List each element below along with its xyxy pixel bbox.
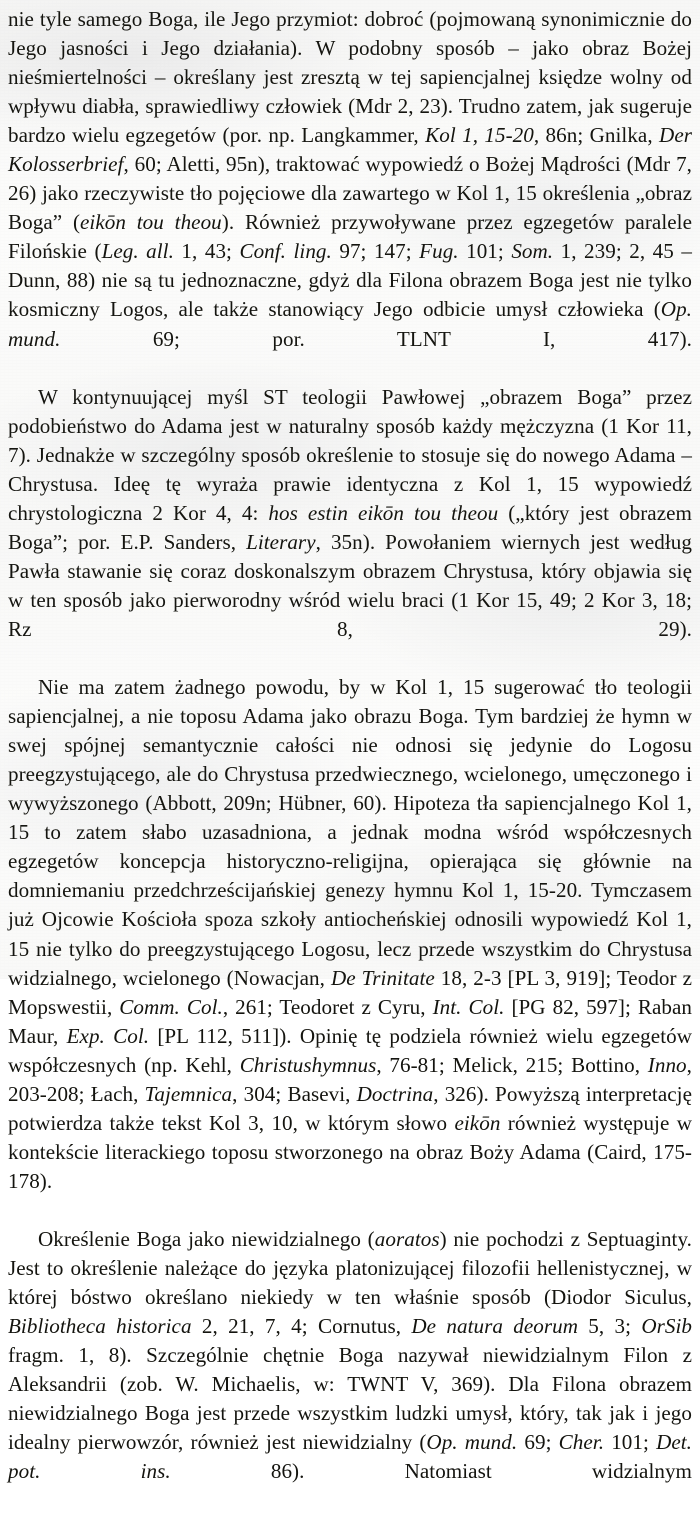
text-run: 69; bbox=[517, 1430, 559, 1455]
text-run: nie tyle samego Boga, ile Jego przymiot: dobroć (pojmowaną synonimicznie do Jego jasności i Jego działania). W podobny sposób – jako obraz Bożej nieśmiertelności – określany jest zresztą w tej sapiencjalnej księdze wolny od wpływu diabła, sprawiedliwy człowiek (Mdr 2, 23). Trudno zatem, jak sugeruje bardzo wielu egzegetów (por. np. Langkammer, bbox=[8, 7, 692, 148]
paragraph bbox=[8, 673, 692, 1225]
text-run: 97; 147; bbox=[331, 239, 420, 264]
text-run: , 76-81; Melick, 215; Bottino, bbox=[376, 1052, 648, 1077]
text-run: 86). Natomiast widzialnym bbox=[170, 1459, 692, 1484]
text-run: , 60; Aletti, 95n), traktować wypowiedź o Bożej Mądrości (Mdr 7, 26) jako rzeczywiste tło pojęciowe dla zawartego w Kol 1, 15 określenia „obraz Boga” ( bbox=[8, 152, 692, 235]
body-text-column bbox=[8, 5, 692, 1515]
text-run: 101; bbox=[604, 1430, 657, 1455]
paragraph bbox=[8, 383, 692, 673]
text-run: 2, 21, 7, 4; Cornutus, bbox=[191, 1314, 412, 1339]
text-run: ) nie pochodzi z Septuaginty. Jest to określenie należące do języka platonizującej filozofii hellenistycznej, w której bóstwo określano niekiedy w ten właśnie sposób (Diodor Siculus, bbox=[8, 1226, 693, 1310]
italic-citation: Doctrina bbox=[356, 1081, 434, 1106]
italic-citation: Leg. all. bbox=[101, 239, 174, 264]
text-run: ). Również przywoływane przez egzegetów paralele Filońskie ( bbox=[8, 210, 692, 264]
italic-citation: De natura deorum bbox=[411, 1314, 578, 1339]
text-run: 1, 239; 2, 45 – Dunn, 88) nie są tu jednoznaczne, gdyż dla Filona obrazem Boga jest nie tylko kosmiczny Logos, ale także stanowiący Jego odbicie umysł człowieka ( bbox=[8, 239, 692, 322]
italic-citation: Cher. bbox=[558, 1430, 605, 1455]
italic-citation: Fug. bbox=[419, 239, 459, 264]
text-run: W kontynuującej myśl ST teologii Pawłowej „obrazem Boga” przez podobieństwo do Adama jest w naturalny sposób każdy mężczyzna (1 Kor 11, 7). Jednakże w szczególny sposób określenie to stosuje się do nowego Adama – Chrystusa. Ideę tę wyraża prawie identyczna z Kol 1, 15 wypowiedź chrystologiczna 2 Kor 4, 4: bbox=[8, 384, 692, 525]
italic-citation: Exp. Col. bbox=[66, 1023, 150, 1048]
paragraph bbox=[8, 5, 692, 383]
italic-citation: Literary bbox=[246, 529, 316, 554]
italic-citation: Kol 1, 15-20 bbox=[425, 123, 534, 148]
text-run: , 326). Powyższą interpretację potwierdza także tekst Kol 3, 10, w którym słowo bbox=[8, 1081, 692, 1135]
italic-citation: OrSib bbox=[641, 1314, 693, 1339]
text-run: Określenie Boga jako niewidzialnego ( bbox=[38, 1226, 375, 1251]
italic-citation: Det. pot. ins. bbox=[8, 1430, 693, 1484]
italic-citation: Int. Col. bbox=[432, 994, 505, 1019]
text-run: 1, 43; bbox=[173, 239, 240, 264]
text-run: 69; por. TLNT I, 417). bbox=[60, 326, 692, 351]
text-run: również występuje w kontekście literackiego toposu stworzonego na obraz Boży Adama (Caird, 175-178). bbox=[8, 1110, 692, 1193]
italic-citation: eikōn tou theou bbox=[80, 210, 222, 235]
text-run: , 86n; Gnilka, bbox=[533, 123, 660, 148]
italic-citation: Christushymnus bbox=[239, 1052, 377, 1077]
italic-citation: Som. bbox=[511, 239, 554, 264]
text-run: , 35n). Powołaniem wiernych jest według Pawła stawanie się coraz doskonalszym obrazem Chrystusa, który objawia się w ten sposób jako pierworodny wśród wielu braci (1 Kor 15, 49; 2 Kor 3, 18; Rz 8, 29). bbox=[8, 529, 692, 641]
text-run: [PG 82, 597]; Raban Maur, bbox=[8, 994, 692, 1048]
text-run: , 304; Basevi, bbox=[232, 1081, 357, 1106]
italic-citation: Bibliotheca historica bbox=[8, 1314, 192, 1339]
text-run: [PL 112, 511]). Opinię tę podziela również wielu egzegetów współczesnych (np. Kehl, bbox=[8, 1023, 692, 1077]
paragraph bbox=[8, 1225, 692, 1515]
text-run: , 203-208; Łach, bbox=[8, 1052, 692, 1106]
text-run: 101; bbox=[458, 239, 512, 264]
text-run: fragm. 1, 8). Szczególnie chętnie Boga nazywał niewidzialnym Filon z Aleksandrii (zob. W. Michaelis, w: TWNT V, 369). Dla Filona obrazem niewidzialnego Boga jest przede wszystkim ludzki umysł, który, tak jak i jego idealny pierwowzór, również jest niewidzialny ( bbox=[8, 1343, 692, 1455]
italic-citation: hos estin eikōn tou theou bbox=[268, 500, 499, 525]
italic-citation: Comm. Col. bbox=[119, 994, 223, 1019]
text-run: („który jest obrazem Boga”; por. E.P. Sanders, bbox=[8, 500, 692, 554]
italic-citation: Tajemnica bbox=[144, 1081, 233, 1106]
italic-citation: Op. mund. bbox=[8, 297, 692, 351]
text-run: , 261; Teodoret z Cyru, bbox=[222, 994, 433, 1019]
italic-citation: Conf. ling. bbox=[239, 239, 332, 264]
text-run: Nie ma zatem żadnego powodu, by w Kol 1, 15 sugerować tło teologii sapiencjalnej, a nie toposu Adama jako obrazu Boga. Tym bardziej że hymn w swej spójnej semantycznie całości nie odnosi się jedynie do Logosu preegzystującego, ale do Chrystusa przedwiecznego, wcielonego, umęczonego i wywyższonego (Abbott, 209n; Hübner, 60). Hipoteza tła sapiencjalnego Kol 1, 15 to zatem słabo uzasadniona, a jednak modna wśród współczesnych egzegetów koncepcja historyczno-religijna, opierająca się głównie na domniemaniu przedchrześcijańskiej genezy hymnu Kol 1, 15-20. Tymczasem już Ojcowie Kościoła spoza szkoły antiocheńskiej odnosili wypowiedź Kol 1, 15 nie tylko do preegzystującego Logosu, lecz przede wszystkim do Chrystusa widzialnego, wcielonego (Nowacjan, bbox=[8, 675, 692, 990]
text-run: 18, 2-3 [PL 3, 919]; Teodor z Mopswestii, bbox=[8, 965, 692, 1019]
italic-citation: Inno bbox=[647, 1052, 687, 1077]
italic-citation: Der Kolosserbrief bbox=[8, 123, 692, 177]
italic-citation: eikōn bbox=[454, 1110, 501, 1135]
italic-citation: aoratos bbox=[374, 1226, 440, 1251]
italic-citation: De Trinitate bbox=[330, 965, 435, 990]
text-run: 5, 3; bbox=[578, 1314, 642, 1339]
italic-citation: Op. mund. bbox=[426, 1430, 518, 1455]
